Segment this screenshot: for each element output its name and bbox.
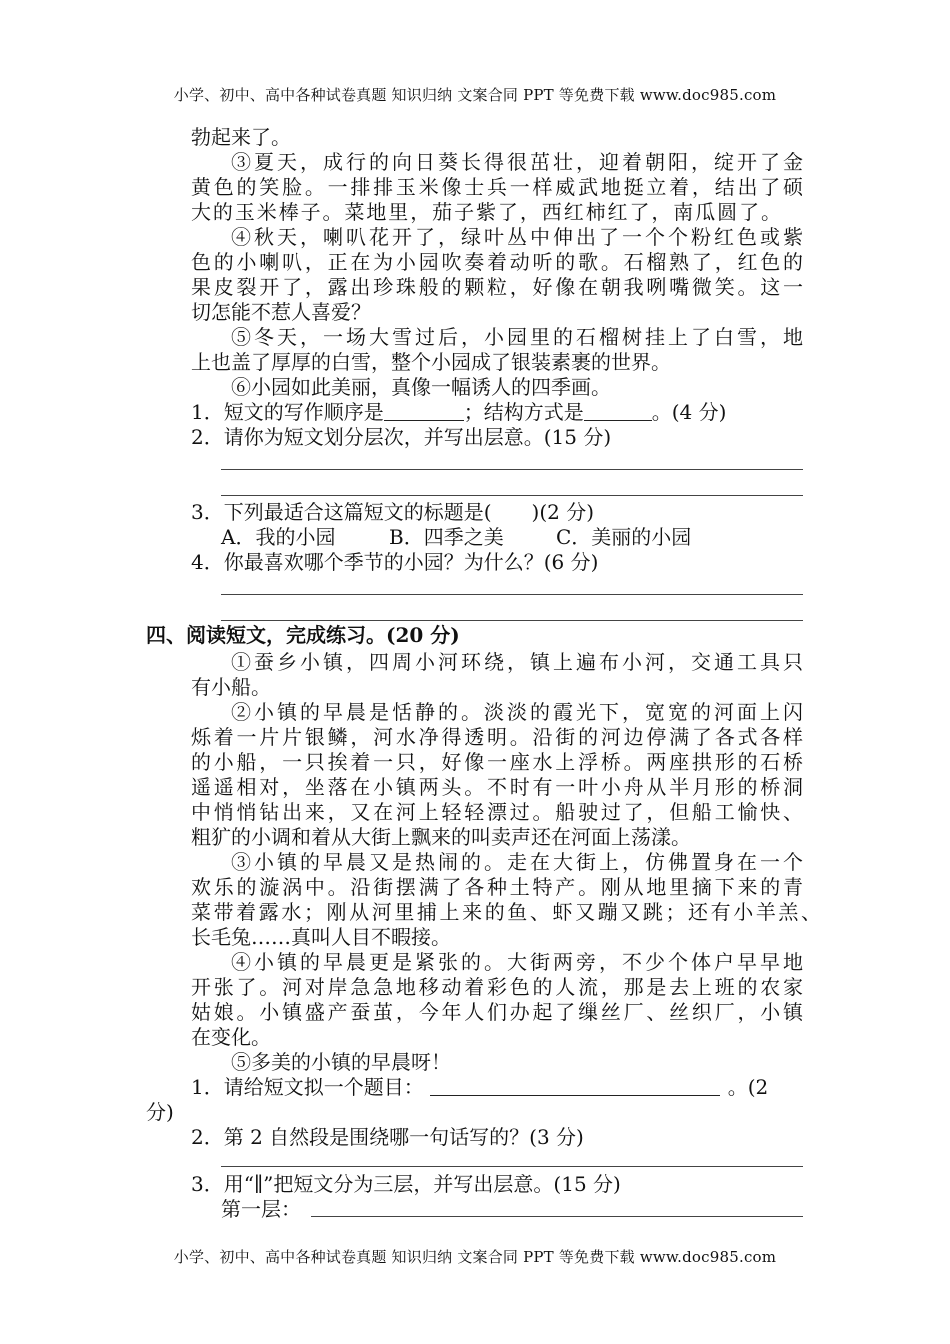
answer-line[interactable] (221, 594, 803, 595)
question-1: 1．请给短文拟一个题目： 。(2 (191, 1075, 769, 1099)
answer-blank[interactable] (430, 1077, 720, 1096)
answer-blank[interactable] (384, 402, 464, 421)
section-heading: 四、阅读短文，完成练习。(20 分) (146, 623, 460, 647)
passage-line: 遥遥相对，坐落在小镇两头。不时有一叶小舟从半月形的桥洞 (191, 775, 803, 799)
passage-line: 中悄悄钻出来，又在河上轻轻漂过。船驶过了，但船工愉快、 (191, 800, 803, 824)
passage-line: 长毛兔……真叫人目不暇接。 (191, 925, 451, 949)
layer-1-label: 第一层： (221, 1197, 301, 1221)
passage-line: ⑥小园如此美丽，真像一幅诱人的四季画。 (231, 375, 611, 399)
passage-line: ③夏天，成行的向日葵长得很茁壮，迎着朝阳，绽开了金 (231, 150, 803, 174)
answer-line[interactable] (311, 1216, 803, 1217)
passage-line: 上也盖了厚厚的白雪，整个小园成了银装素裹的世界。 (191, 350, 671, 374)
question-3-option-c[interactable]: C．美丽的小园 (556, 525, 692, 549)
answer-line[interactable] (221, 1166, 803, 1167)
passage-line: 欢乐的漩涡中。沿街摆满了各种土特产。刚从地里摘下来的青 (191, 875, 803, 899)
question-3-option-b[interactable]: B．四季之美 (389, 525, 504, 549)
passage-line: 在变化。 (191, 1025, 271, 1049)
passage-line: 有小船。 (191, 675, 271, 699)
passage-line: ①蚕乡小镇，四周小河环绕，镇上遍布小河，交通工具只 (231, 650, 803, 674)
answer-line[interactable] (221, 469, 803, 470)
passage-line: 切怎能不惹人喜爱？ (191, 300, 371, 324)
question-2: 2．请你为短文划分层次，并写出层意。(15 分) (191, 425, 612, 449)
question-3: 3．下列最适合这篇短文的标题是( )(2 分) (191, 500, 595, 524)
question-1-wrap: 分) (146, 1100, 174, 1124)
page-header: 小学、初中、高中各种试卷真题 知识归纳 文案合同 PPT 等免费下载 www.doc985.com (173, 86, 777, 104)
passage-line: 果皮裂开了，露出珍珠般的颗粒，好像在朝我咧嘴微笑。这一 (191, 275, 803, 299)
passage-line: 菜带着露水；刚从河里捕上来的鱼、虾又蹦又跳；还有小羊羔、 (191, 900, 821, 924)
question-4: 4．你最喜欢哪个季节的小园？为什么？(6 分) (191, 550, 599, 574)
passage-line: 粗犷的小调和着从大街上飘来的叫卖声还在河面上荡漾。 (191, 825, 691, 849)
passage-line: 烁着一片片银鳞，河水净得透明。沿街的河边停满了各式各样 (191, 725, 803, 749)
passage-line: 勃起来了。 (191, 125, 291, 149)
passage-line: 的小船，一只挨着一只，好像一座水上浮桥。两座拱形的石桥 (191, 750, 803, 774)
passage-line: ④小镇的早晨更是紧张的。大街两旁，不少个体户早早地 (231, 950, 803, 974)
passage-line: ④秋天，喇叭花开了，绿叶丛中伸出了一个个粉红色或紫 (231, 225, 803, 249)
question-3: 3．用“∥”把短文分为三层，并写出层意。(15 分) (191, 1172, 621, 1196)
passage-line: ⑤多美的小镇的早晨呀！ (231, 1050, 451, 1074)
passage-line: 大的玉米棒子。菜地里，茄子紫了，西红柿红了，南瓜圆了。 (191, 200, 781, 224)
passage-line: 黄色的笑脸。一排排玉米像士兵一样威武地挺立着，结出了硕 (191, 175, 803, 199)
answer-line[interactable] (221, 495, 803, 496)
question-3-option-a[interactable]: A．我的小园 (221, 525, 336, 549)
question-2: 2．第 2 自然段是围绕哪一句话写的？(3 分) (191, 1125, 584, 1149)
passage-line: 色的小喇叭，正在为小园吹奏着动听的歌。石榴熟了，红色的 (191, 250, 803, 274)
passage-line: 开张了。河对岸急急地移动着彩色的人流，那是去上班的农家 (191, 975, 803, 999)
answer-line[interactable] (221, 620, 803, 621)
question-1: 1．短文的写作顺序是 ；结构方式是 。(4 分) (191, 400, 727, 424)
passage-line: ③小镇的早晨又是热闹的。走在大街上，仿佛置身在一个 (231, 850, 803, 874)
passage-line: ⑤冬天，一场大雪过后，小园里的石榴树挂上了白雪，地 (231, 325, 803, 349)
answer-blank[interactable] (584, 402, 652, 421)
passage-line: ②小镇的早晨是恬静的。淡淡的霞光下，宽宽的河面上闪 (231, 700, 803, 724)
page-footer: 小学、初中、高中各种试卷真题 知识归纳 文案合同 PPT 等免费下载 www.doc985.com (173, 1248, 777, 1266)
passage-line: 姑娘。小镇盛产蚕茧，今年人们办起了缫丝厂、丝织厂，小镇 (191, 1000, 803, 1024)
